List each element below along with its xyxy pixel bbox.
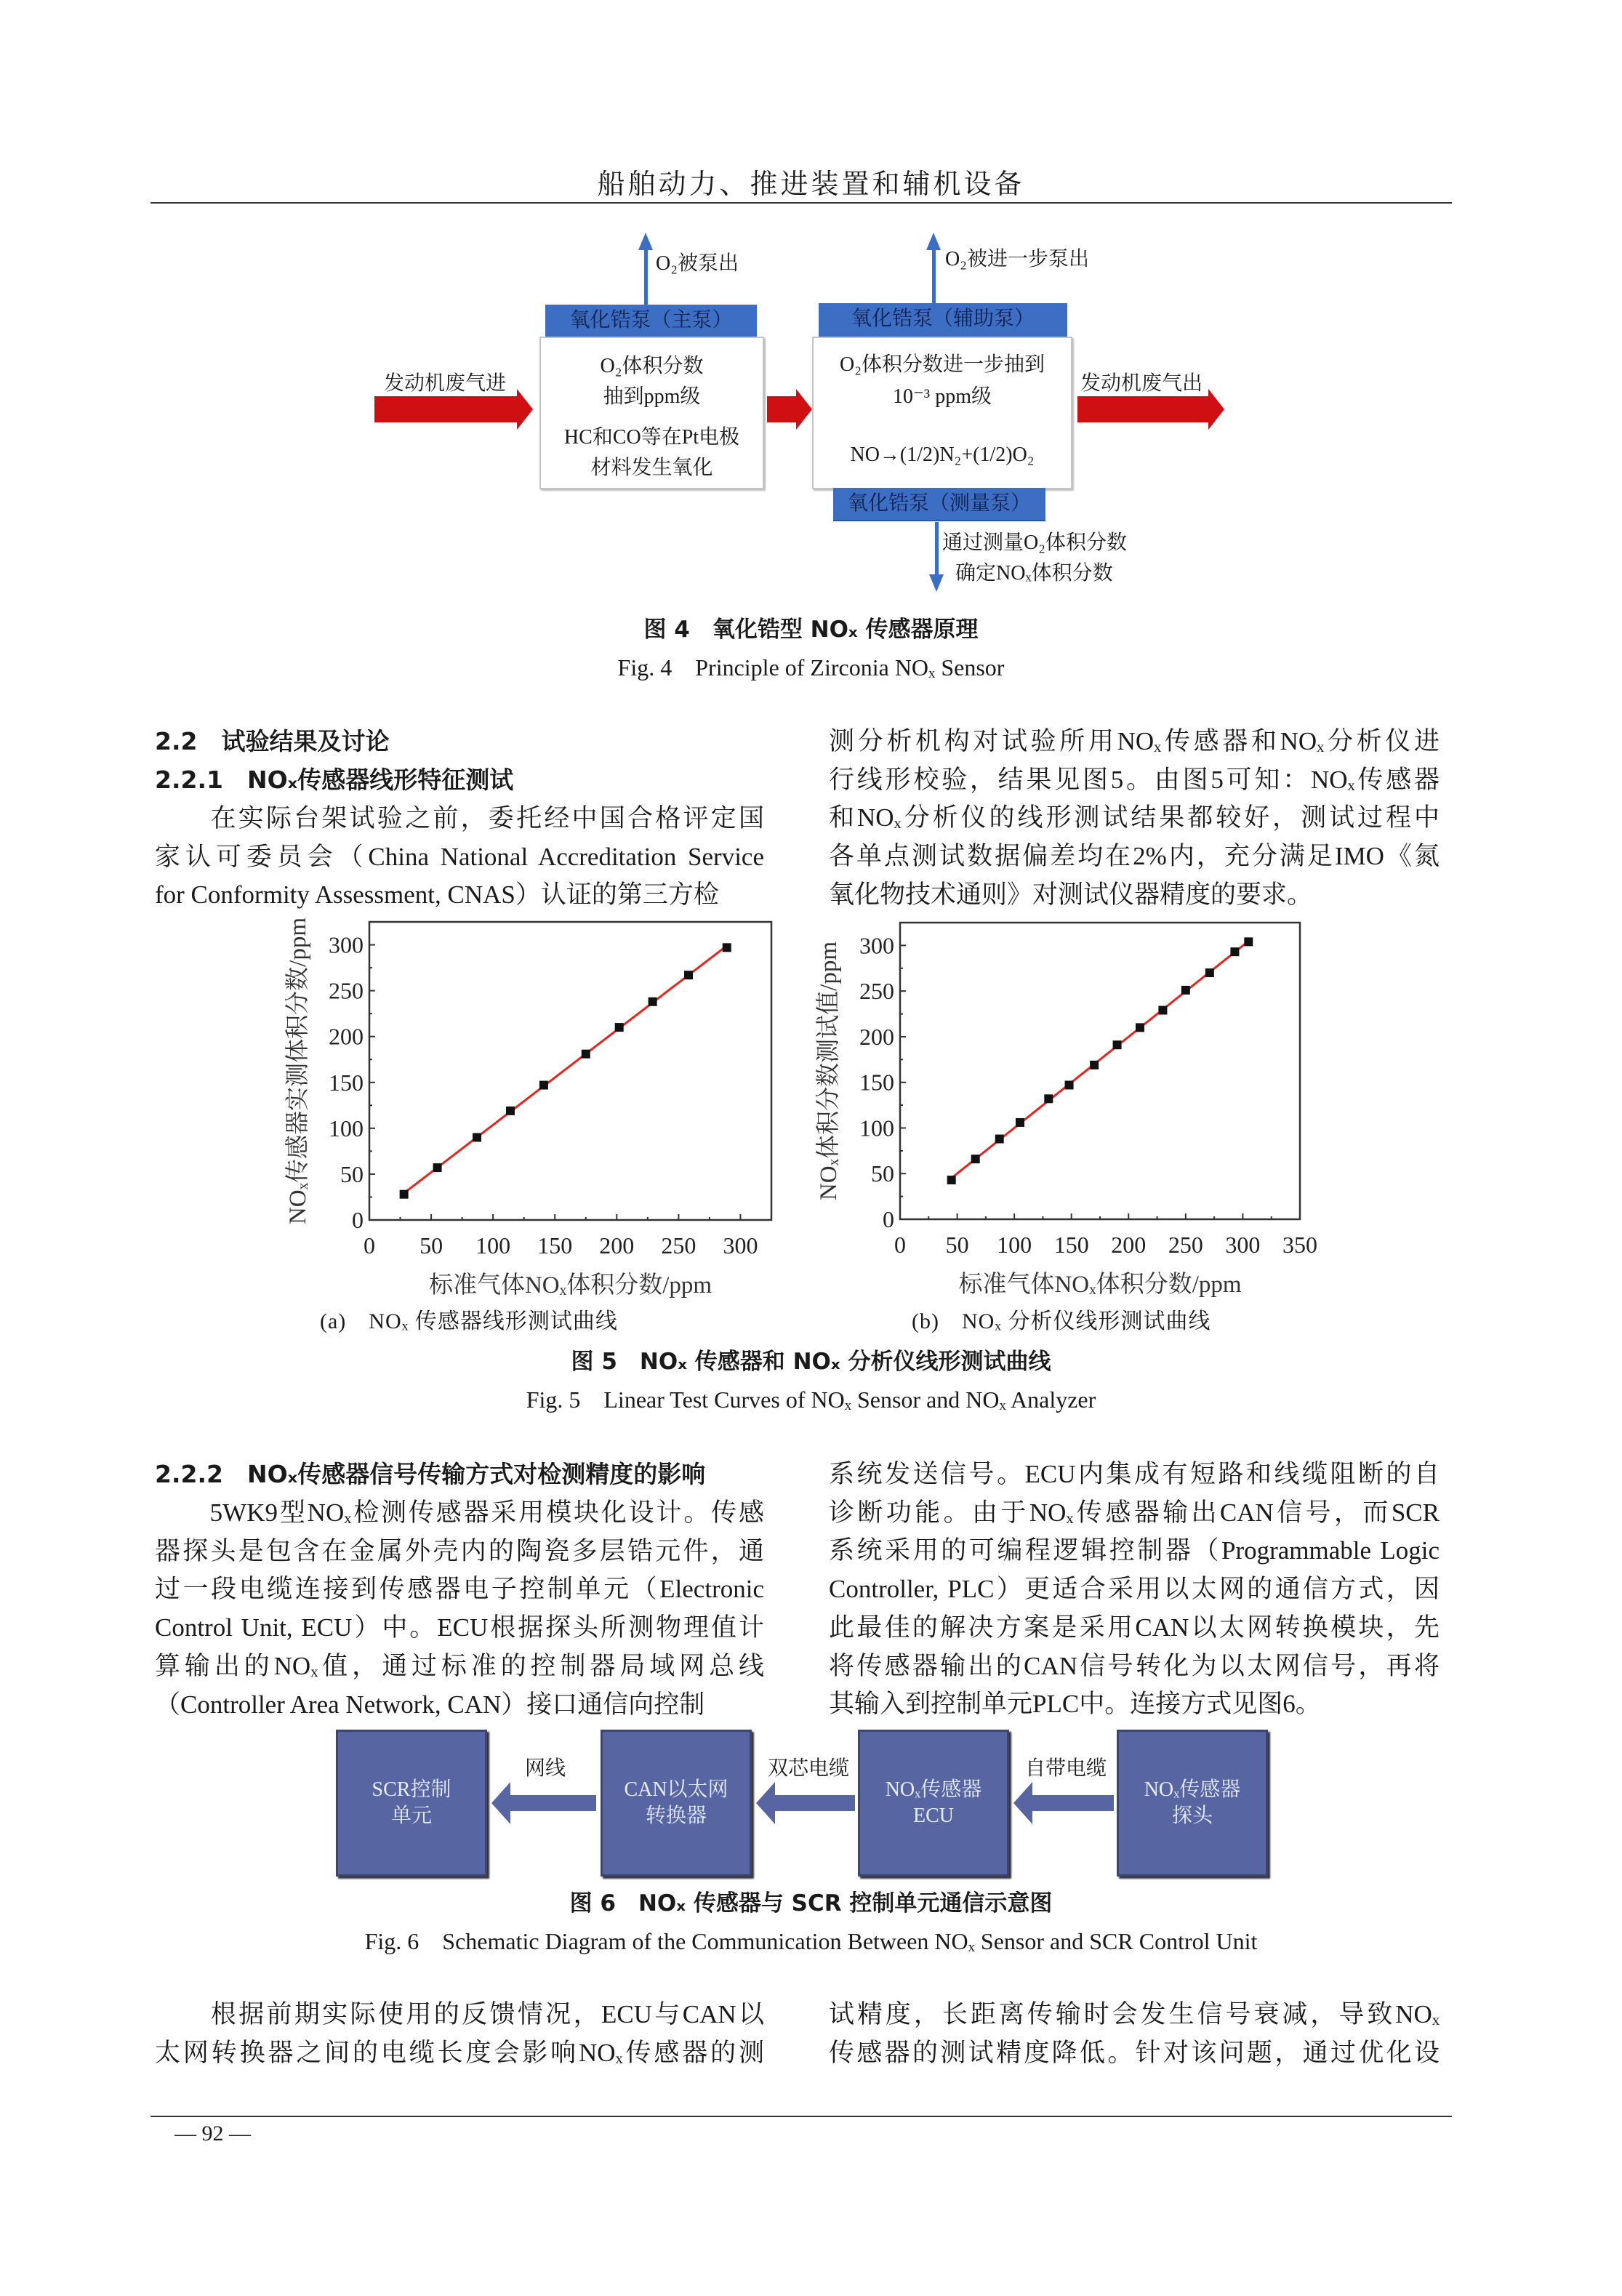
data-point	[1181, 986, 1190, 995]
o2-further-pumped-label: O₂被进一步泵出	[945, 248, 1089, 270]
x-tick-label: 250	[1168, 1232, 1203, 1258]
chart-b	[815, 923, 1317, 1298]
text-line: 过一段电缆连接到传感器电子控制单元（Electronic	[155, 1575, 764, 1604]
text-line: 和NOₓ分析仪的线形测试结果都较好，测试过程中	[829, 803, 1440, 832]
data-point	[539, 1081, 548, 1090]
subcaption-b: (b) NOₓ 分析仪线形测试曲线	[912, 1309, 1211, 1333]
scr-control-unit-box	[336, 1730, 487, 1876]
text-line: for Conformity Assessment, CNAS）认证的第三方检	[155, 880, 719, 910]
data-point	[1044, 1094, 1053, 1103]
y-tick-label: 200	[329, 1023, 364, 1050]
figure-5-caption-cn: 图 5 NOₓ 传感器和 NOₓ 分析仪线形测试曲线	[571, 1349, 1051, 1375]
arrow-left-icon	[510, 1795, 596, 1811]
x-tick-label: 200	[599, 1232, 635, 1259]
text-line: 系统采用的可编程逻辑控制器（Programmable Logic	[829, 1536, 1440, 1565]
box-text: ECU	[913, 1805, 954, 1827]
box-text: CAN以太网	[624, 1778, 728, 1801]
section-heading: 2.2 试验结果及讨论	[155, 727, 390, 755]
measure-text: 确定NOₓ体积分数	[955, 562, 1113, 585]
data-point	[684, 971, 693, 979]
chamber1-text: 材料发生氧化	[590, 457, 713, 479]
figure-6-caption-en: Fig. 6 Schematic Diagram of the Communication Between NOₓ Sensor and SCR Control Unit	[364, 1928, 1258, 1954]
aux-pump-label: 氧化锆泵（辅助泵）	[819, 303, 1067, 338]
y-axis-title: NOₓ传感器实测体积分数/ppm	[285, 917, 311, 1225]
x-tick-label: 100	[475, 1232, 511, 1259]
data-point	[433, 1163, 442, 1172]
plot-frame	[369, 922, 771, 1220]
x-tick-label: 300	[723, 1232, 758, 1259]
figure-6-caption-cn: 图 6 NOₓ 传感器与 SCR 控制单元通信示意图	[569, 1890, 1053, 1916]
x-tick-label: 350	[1282, 1232, 1317, 1258]
subcaption-a: (a) NOₓ 传感器线形测试曲线	[320, 1309, 618, 1333]
box-text: SCR控制	[372, 1778, 451, 1801]
x-tick-label: 0	[894, 1232, 906, 1258]
text-line: 算输出的NOₓ值，通过标准的控制器局域网总线	[155, 1651, 764, 1680]
data-point	[1158, 1006, 1167, 1015]
y-tick-label: 200	[859, 1023, 894, 1050]
x-tick-label: 250	[661, 1232, 696, 1259]
x-axis-title: 标准气体NOₓ体积分数/ppm	[428, 1272, 712, 1298]
y-axis-title: NOₓ体积分数测试值/ppm	[816, 941, 842, 1201]
figure-4-caption-cn: 图 4 氧化锆型 NOₓ 传感器原理	[643, 617, 979, 643]
text-line: 氧化物技术通则》对测试仪器精度的要求。	[829, 880, 1313, 909]
main-pump-label: 氧化锆泵（主泵）	[545, 305, 757, 338]
text-line: Control Unit, ECU）中。ECU根据探头所测物理值计	[155, 1613, 764, 1642]
exhaust-out-label: 发动机废气出	[1080, 372, 1203, 395]
text-line: 各单点测试数据偏差均在2%内，充分满足IMO《氮	[829, 842, 1440, 871]
can-ethernet-converter-box	[601, 1730, 752, 1876]
text-line: 系统发送信号。ECU内集成有短路和线缆阻断的自	[829, 1460, 1440, 1488]
box-text: NOₓ传感器	[885, 1778, 982, 1801]
subsection-heading: 2.2.1 NOₓ传感器线形特征测试	[155, 766, 514, 794]
plot-frame	[900, 923, 1300, 1219]
y-tick-label: 300	[859, 932, 894, 959]
chamber1-text: 抽到ppm级	[603, 385, 701, 408]
x-tick-label: 150	[537, 1232, 573, 1259]
nox-sensor-probe-box	[1117, 1730, 1268, 1876]
x-tick-label: 50	[419, 1232, 443, 1259]
data-point	[473, 1133, 481, 1141]
y-tick-label: 0	[352, 1207, 364, 1233]
data-point	[1113, 1040, 1122, 1049]
data-point	[971, 1155, 980, 1163]
footer-rule	[150, 2116, 1452, 2117]
link-label: 双芯电缆	[768, 1757, 850, 1780]
running-header: 船舶动力、推进装置和辅机设备	[597, 169, 1025, 200]
text-line: 在实际台架试验之前，委托经中国合格评定国	[155, 804, 764, 832]
text-line: 5WK9型NOₓ检测传感器采用模块化设计。传感	[155, 1498, 764, 1527]
box-text: 单元	[390, 1805, 432, 1827]
text-line: 诊断功能。由于NOₓ传感器输出CAN信号，而SCR	[829, 1498, 1440, 1527]
data-point	[1065, 1080, 1074, 1089]
y-tick-label: 100	[859, 1115, 894, 1141]
y-tick-label: 0	[883, 1206, 894, 1232]
data-point	[947, 1176, 956, 1184]
data-point	[995, 1135, 1004, 1144]
text-line: 此最佳的解决方案是采用CAN以太网转换模块，先	[829, 1613, 1440, 1642]
chart-a	[284, 918, 771, 1298]
data-point	[1136, 1023, 1144, 1032]
y-tick-label: 300	[329, 931, 364, 958]
arrow-left-icon	[775, 1795, 855, 1811]
text-line: 测分析机构对试验所用NOₓ传感器和NOₓ分析仪进	[829, 727, 1440, 755]
y-tick-label: 150	[329, 1069, 364, 1096]
page-number: — 92 —	[174, 2122, 251, 2146]
text-line: 根据前期实际使用的反馈情况，ECU与CAN以	[155, 2000, 764, 2028]
figure-5-caption-en: Fig. 5 Linear Test Curves of NOₓ Sensor and NOₓ Analyzer	[526, 1386, 1096, 1413]
nox-sensor-ecu-box	[858, 1730, 1009, 1876]
data-point	[1230, 947, 1239, 956]
link-label: 网线	[525, 1757, 566, 1780]
x-tick-label: 50	[945, 1232, 969, 1258]
subsection-heading: 2.2.2 NOₓ传感器信号传输方式对检测精度的影响	[155, 1460, 706, 1488]
x-tick-label: 0	[364, 1232, 375, 1259]
exhaust-in-label: 发动机废气进	[384, 372, 507, 395]
y-tick-label: 150	[859, 1069, 894, 1096]
box-text: NOₓ传感器	[1144, 1778, 1241, 1801]
y-tick-label: 100	[329, 1115, 364, 1141]
arrow-left-icon	[1032, 1795, 1114, 1811]
box-text: 探头	[1171, 1805, 1213, 1827]
data-point	[615, 1023, 624, 1032]
o2-pumped-out-label: O₂被泵出	[656, 252, 739, 275]
text-line: 试精度，长距离传输时会发生信号衰减，导致NOₓ	[829, 2000, 1440, 2028]
measure-text: 通过测量O₂体积分数	[942, 531, 1127, 554]
chamber2-text: 10⁻³ ppm级	[893, 385, 992, 408]
y-tick-label: 50	[871, 1160, 894, 1187]
data-point	[1090, 1061, 1099, 1069]
data-point	[506, 1107, 515, 1115]
figure-4-caption-en: Fig. 4 Principle of Zirconia NOₓ Sensor	[617, 654, 1005, 681]
y-tick-label: 250	[859, 978, 894, 1005]
link-label: 自带电缆	[1025, 1757, 1107, 1780]
text-line: 行线形校验，结果见图5。由图5可知：NOₓ传感器	[829, 765, 1440, 794]
text-line: 太网转换器之间的电缆长度会影响NOₓ传感器的测	[155, 2038, 764, 2067]
text-line: 将传感器输出的CAN信号转化为以太网信号，再将	[829, 1651, 1440, 1680]
chamber1-text: O₂体积分数	[600, 355, 704, 377]
data-point	[582, 1050, 590, 1059]
data-point	[723, 943, 731, 952]
text-line: Controller, PLC）更适合采用以太网的通信方式，因	[829, 1575, 1440, 1604]
x-axis-title: 标准气体NOₓ体积分数/ppm	[958, 1272, 1242, 1298]
x-tick-label: 150	[1053, 1232, 1089, 1258]
data-point	[1205, 968, 1214, 977]
data-point	[649, 998, 657, 1006]
measure-pump-label: 氧化锆泵（测量泵）	[833, 488, 1045, 521]
x-tick-label: 300	[1225, 1232, 1261, 1258]
text-line: 其输入到控制单元PLC中。连接方式见图6。	[829, 1690, 1321, 1719]
data-point	[400, 1190, 409, 1199]
y-tick-label: 50	[340, 1160, 364, 1187]
data-point	[1244, 937, 1253, 946]
chamber2-text: NO→(1/2)N₂+(1/2)O₂	[850, 443, 1035, 466]
fit-line	[404, 946, 727, 1193]
data-point	[1016, 1118, 1024, 1127]
chamber1-text: HC和CO等在Pt电极	[563, 426, 740, 449]
text-line: 传感器的测试精度降低。针对该问题，通过优化设	[829, 2038, 1440, 2067]
text-line: 器探头是包含在金属外壳内的陶瓷多层锆元件，通	[155, 1536, 764, 1565]
text-line: （Controller Area Network, CAN）接口通信向控制	[155, 1690, 705, 1719]
y-tick-label: 250	[329, 977, 364, 1004]
x-tick-label: 100	[997, 1232, 1032, 1258]
text-line: 家认可委员会（China National Accreditation Service	[155, 842, 764, 871]
chamber2-text: O₂体积分数进一步抽到	[840, 353, 1045, 376]
box-text: 转换器	[645, 1805, 707, 1827]
x-tick-label: 200	[1111, 1232, 1147, 1258]
